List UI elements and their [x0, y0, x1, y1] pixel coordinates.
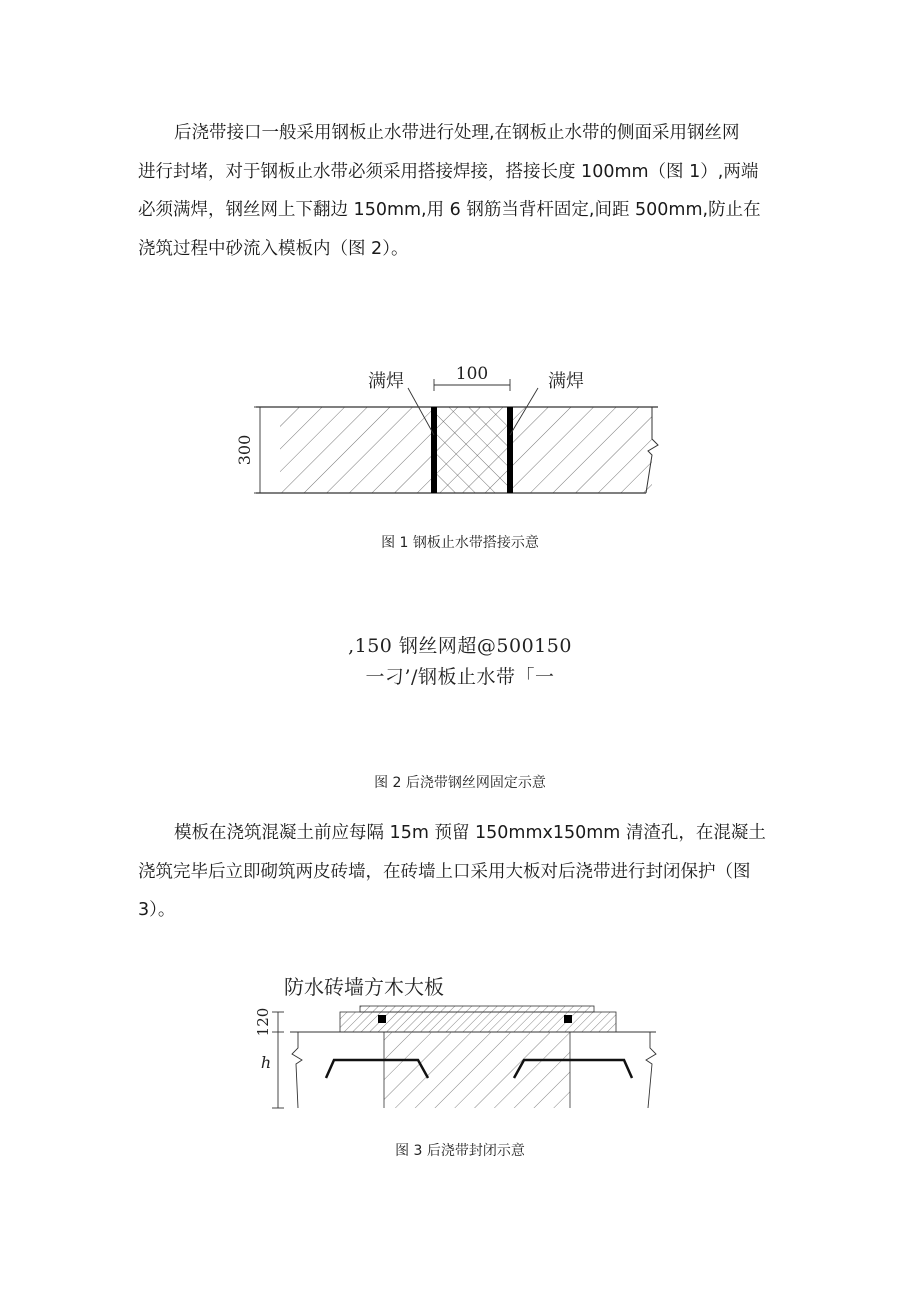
figure-2-line-2: 一刁’/钢板止水带「一 [365, 666, 555, 688]
full-weld-label-right: 满焊 [548, 371, 584, 392]
paragraph-line: 后浇带接口一般采用钢板止水带进行处理,在钢板止水带的侧面采用钢丝网 [174, 123, 740, 143]
full-weld-label-left: 满焊 [368, 371, 404, 392]
figure-2-line-1: ,150 钢丝网超@500150 [348, 635, 572, 657]
paragraph-2 [138, 814, 788, 930]
paragraph-line: 必须满焊，钢丝网上下翻边 150mm,用 6 钢筋当背杆固定,间距 500mm,防止在 [138, 200, 761, 220]
figure-3-diagram [238, 968, 668, 1108]
figure-3-caption: 图 3 后浇带封闭示意 [395, 1143, 525, 1159]
dim-300-label: 300 [235, 434, 254, 466]
post-cast-strip-section [384, 1032, 570, 1108]
figure-1-diagram [235, 355, 678, 505]
dim-h-label: h [260, 1053, 272, 1072]
dim-120-label: 120 [254, 1007, 272, 1037]
figure-1-caption: 图 1 钢板止水带搭接示意 [381, 535, 539, 551]
figure-3-top-label: 防水砖墙方木大板 [284, 975, 444, 999]
wood-board [360, 1006, 594, 1012]
post-cast-strip [434, 407, 510, 493]
paragraph-line: 3）。 [138, 900, 176, 920]
paragraph-line: 进行封堵，对于钢板止水带必须采用搭接焊接，搭接长度 100mm（图 1）,两端 [138, 161, 759, 182]
timber-square-right [564, 1015, 572, 1023]
paragraph-line: 浇筑过程中砂流入模板内（图 2）。 [138, 238, 409, 259]
figure-2-caption: 图 2 后浇带钢丝网固定示意 [374, 775, 546, 791]
steel-waterstop-left [431, 407, 437, 493]
steel-waterstop-right [507, 407, 513, 493]
dim-100-label: 100 [455, 364, 489, 384]
paragraph-1 [138, 114, 788, 268]
paragraph-line: 模板在浇筑混凝土前应每隔 15m 预留 150mmx150mm 清渣孔，在混凝土 [174, 823, 766, 843]
timber-square-left [378, 1015, 386, 1023]
paragraph-line: 浇筑完毕后立即砌筑两皮砖墙，在砖墙上口采用大板对后浇带进行封闭保护（图 [138, 861, 751, 882]
